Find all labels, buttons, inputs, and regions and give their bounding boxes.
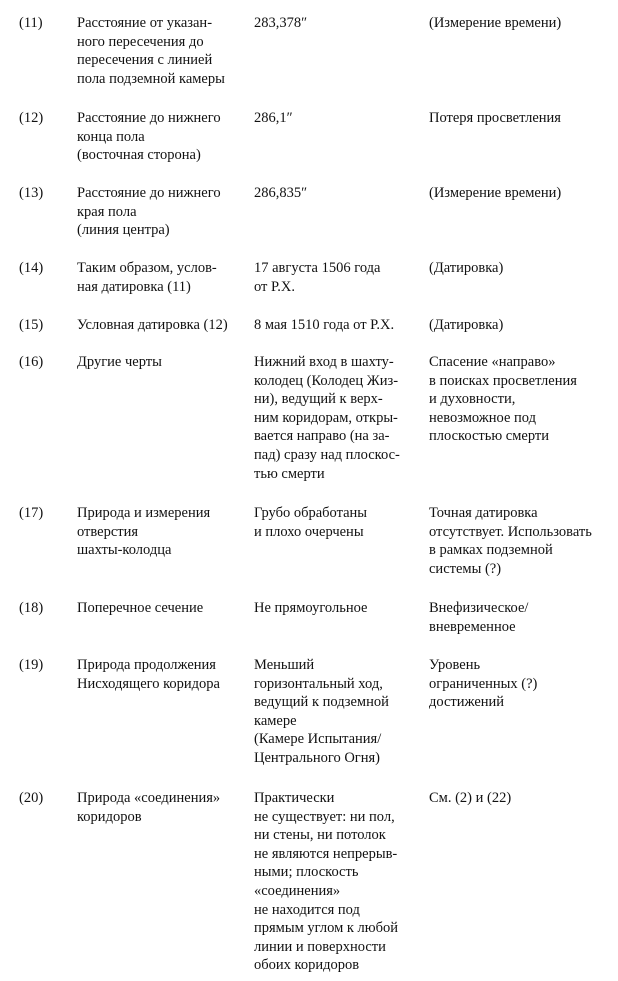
row-number: (18) xyxy=(19,600,44,616)
row-note: (Датировка) xyxy=(429,260,504,276)
row-number: (19) xyxy=(19,657,44,673)
row-number: (17) xyxy=(19,505,44,521)
row-note: Уровень ограниченных (?) достижений xyxy=(429,657,538,711)
row-number: (16) xyxy=(19,354,44,370)
row-description: Расстояние до нижнего края пола (линия центра) xyxy=(77,185,221,239)
row-description: Условная датировка (12) xyxy=(77,317,228,333)
row-description: Расстояние от указан- ного пересечения до пересечения с линией пола подземной камеры xyxy=(77,15,225,87)
row-number: (12) xyxy=(19,110,44,126)
row-description: Природа продолжения Нисходящего коридора xyxy=(77,657,220,692)
row-note: Точная датировка отсутствует. Использовать в рамках подземной системы (?) xyxy=(429,505,592,577)
row-note: Потеря просветления xyxy=(429,110,561,126)
row-note: Внефизическое/ вневременное xyxy=(429,600,529,635)
row-value: 283,378″ xyxy=(254,15,308,31)
row-note: (Измерение времени) xyxy=(429,185,562,201)
row-description: Таким образом, услов- ная датировка (11) xyxy=(77,260,217,295)
row-value: 17 августа 1506 года от Р.Х. xyxy=(254,260,381,295)
row-description: Расстояние до нижнего конца пола (восточная сторона) xyxy=(77,110,221,164)
row-value: Грубо обработаны и плохо очерчены xyxy=(254,505,368,540)
row-number: (14) xyxy=(19,260,44,276)
row-value: 8 мая 1510 года от Р.Х. xyxy=(254,317,395,333)
row-value: Меньший горизонтальный ход, ведущий к подземной камере (Камере Испытания/ Центрального Огня) xyxy=(254,657,389,766)
row-value: Практически не существует: ни пол, ни стены, ни потолок не являются непрерыв- ными; плоскость «соединения» не находится под прямым углом к любой линии и поверхности обоих коридоров xyxy=(254,790,398,974)
row-value: Нижний вход в шахту- колодец (Колодец Жиз- ни), ведущий к верх- ним коридорам, откры- вается направо (на за- пад) сразу над плоскос- тью смерти xyxy=(254,354,400,482)
row-number: (13) xyxy=(19,185,44,201)
row-description: Природа «соединения» коридоров xyxy=(77,790,221,825)
row-value: Не прямоугольное xyxy=(254,600,368,616)
row-note: Спасение «направо» в поисках просветления и духовности, невозможное под плоскостью смерти xyxy=(429,354,577,445)
row-description: Поперечное сечение xyxy=(77,600,204,616)
row-description: Другие черты xyxy=(77,354,162,370)
row-note: (Измерение времени) xyxy=(429,15,562,31)
row-value: 286,1″ xyxy=(254,110,293,126)
row-number: (11) xyxy=(19,15,43,31)
row-note: (Датировка) xyxy=(429,317,504,333)
row-number: (15) xyxy=(19,317,44,333)
row-number: (20) xyxy=(19,790,44,806)
row-value: 286,835″ xyxy=(254,185,308,201)
row-note: См. (2) и (22) xyxy=(429,790,512,806)
row-description: Природа и измерения отверстия шахты-колодца xyxy=(77,505,211,559)
